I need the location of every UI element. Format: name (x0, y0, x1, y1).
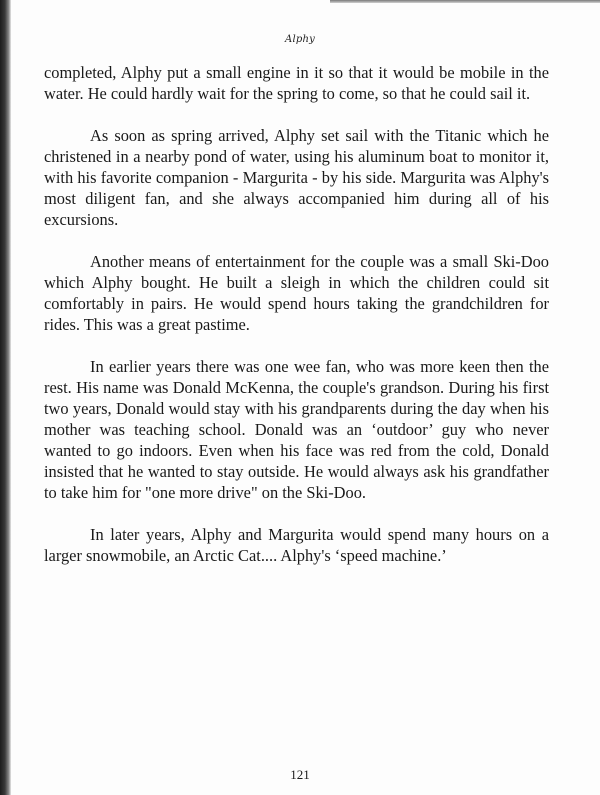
paragraph: In later years, Alphy and Margurita would spend many hours on a larger snowmobile, an Arctic Cat.... Alphy's ‘speed machine.’ (44, 525, 549, 565)
paragraph: In earlier years there was one wee fan, who was more keen then the rest. His name was Donald McKenna, the couple's grandson. During his first two years, Donald would stay with his grandparents during the day when his mother was teaching school. Donald was an ‘outdoor’ guy who never wanted to go indoors. Even when his face was red from the cold, Donald insisted that he wanted to stay outside. He would always ask his grandfather to take him for "one more drive" on the Ski-Doo. (44, 357, 549, 502)
body-text (44, 62, 549, 587)
paragraph: Another means of entertainment for the couple was a small Ski-Doo which Alphy bought. He built a sleigh in which the children could sit comfortably in pairs. He would spend hours taking the grandchildren for rides. This was a great pastime. (44, 252, 549, 334)
paragraph-continued: completed, Alphy put a small engine in it so that it would be mobile in the water. He could hardly wait for the spring to come, so that he could sail it. (44, 63, 549, 103)
book-spine-shadow (0, 0, 11, 795)
paragraph: As soon as spring arrived, Alphy set sail with the Titanic which he christened in a nearby pond of water, using his aluminum boat to monitor it, with his favorite companion - Margurita - by his side. Margurita was Alphy's most diligent fan, and she always accompanied him during all of his excursions. (44, 126, 549, 229)
page-number: 121 (290, 767, 310, 782)
page-top-edge (330, 0, 600, 3)
running-header: Alphy (285, 34, 315, 45)
